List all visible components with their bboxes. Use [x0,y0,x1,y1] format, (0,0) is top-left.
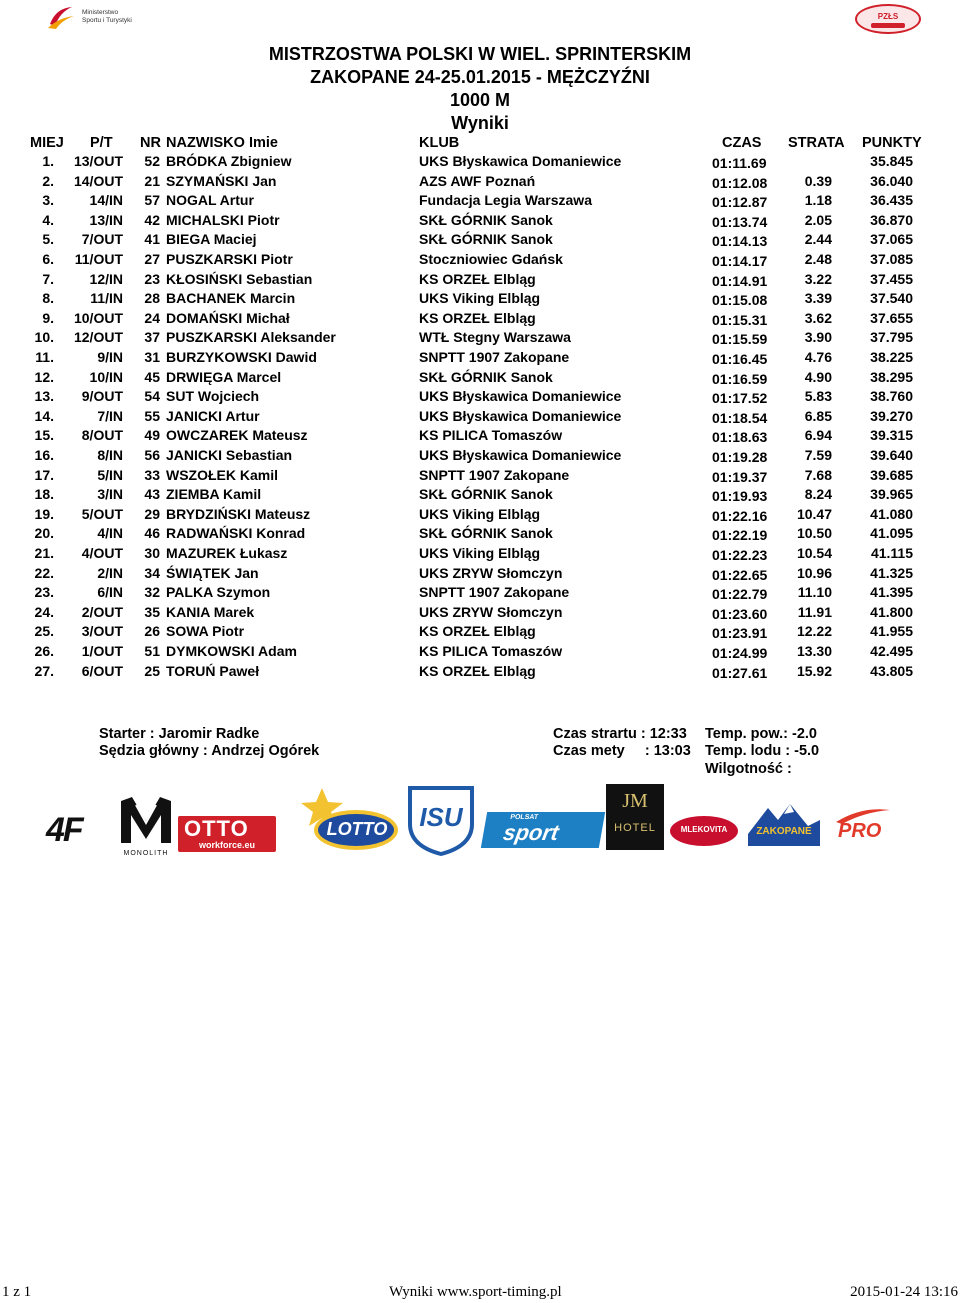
result-number: 49 [144,427,160,444]
result-pair: 10/IN [89,368,123,385]
result-time: 01:23.91 [712,625,768,642]
ministry-logo-text: Ministerstwo Sportu i Turystyki [82,9,132,24]
table-row [0,486,960,506]
zakopane-mountains-icon [748,800,820,846]
result-number: 32 [144,584,160,601]
result-name: ZIEMBA Kamil [166,486,262,503]
result-pair: 3/OUT [81,623,123,640]
result-strata: 6.94 [804,427,832,444]
sponsor-polsat-text: POLSAT [509,814,539,821]
result-name: NOGAL Artur [166,192,254,209]
table-row [0,623,960,643]
table-row [0,290,960,310]
result-number: 29 [144,505,160,522]
result-name: OWCZAREK Mateusz [166,427,308,444]
result-time: 01:19.93 [712,488,768,505]
result-number: 37 [144,329,160,346]
result-pair: 12/OUT [73,329,123,346]
result-pair: 9/IN [97,349,123,365]
table-row [0,663,960,683]
result-club: UKS Viking Elbląg [419,290,541,307]
result-time: 01:14.91 [712,272,768,289]
table-row [0,427,960,447]
result-name: MAZUREK Łukasz [166,545,288,561]
result-place: 9. [42,309,54,326]
title-championship: MISTRZOSTWA POLSKI W WIEL. SPRINTERSKIM [268,44,692,64]
table-row [0,173,960,193]
result-strata: 8.24 [804,486,832,503]
table-row [0,251,960,271]
result-time: 01:14.17 [712,253,768,269]
result-number: 26 [144,623,160,640]
result-place: 4. [42,211,54,228]
starter-label: Starter : Jaromir Radke [99,726,260,742]
table-row [0,643,960,663]
result-club: KS ORZEŁ Elbląg [419,623,536,640]
result-points: 41.395 [870,584,913,601]
monolith-m-icon [118,793,174,845]
ice-temperature: Temp. lodu : -5.0 [705,743,820,759]
result-strata: 11.91 [797,603,832,620]
result-points: 35.845 [870,153,913,169]
result-place: 8. [42,290,54,307]
result-club: UKS Błyskawica Domaniewice [419,407,622,424]
result-points: 38.760 [870,388,913,405]
result-name: DRWIĘGA Marcel [166,368,282,385]
result-club: UKS ZRYW Słomczyn [419,603,563,620]
result-strata: 3.90 [804,329,832,346]
result-name: BACHANEK Marcin [166,290,296,307]
result-points: 43.805 [870,662,913,679]
sponsor-mlekovita-logo [668,814,740,848]
result-number: 35 [144,603,160,620]
result-club: KS PILICA Tomaszów [419,427,563,444]
result-name: BURZYKOWSKI Dawid [166,349,317,365]
result-club: SNPTT 1907 Zakopane [419,466,570,483]
result-strata: 7.59 [804,447,832,463]
result-club: SKŁ GÓRNIK Sanok [419,486,553,503]
result-pair: 2/IN [97,564,123,581]
result-points: 39.315 [870,427,913,444]
result-pair: 3/IN [97,486,123,503]
result-points: 42.495 [870,643,913,659]
table-row [0,545,960,565]
result-name: SOWA Piotr [166,623,245,640]
result-time: 01:14.13 [712,233,768,250]
sponsor-jm-text: JM [622,790,648,812]
result-club: SKŁ GÓRNIK Sanok [419,211,553,228]
result-number: 42 [144,211,160,228]
result-club: AZS AWF Poznań [419,172,536,189]
result-club: KS ORZEŁ Elbląg [419,270,536,287]
header-club: KLUB [419,135,460,151]
sponsor-lotto-logo [300,786,400,854]
result-strata: 7.68 [804,466,832,483]
header-strata: STRATA [788,135,845,151]
result-points: 38.225 [870,349,913,365]
result-points: 41.080 [870,505,913,522]
result-time: 01:16.59 [712,370,768,387]
result-number: 23 [144,270,160,287]
result-points: 37.540 [870,290,913,307]
result-number: 56 [144,447,160,463]
result-club: KS PILICA Tomaszów [419,643,563,659]
result-name: WSZOŁEK Kamil [166,466,279,483]
result-number: 30 [144,545,160,561]
result-number: 55 [144,407,160,424]
result-pair: 6/IN [97,584,123,601]
result-strata: 1.18 [804,192,832,209]
result-points: 37.455 [870,270,913,287]
result-club: UKS ZRYW Słomczyn [419,564,563,581]
sponsor-pro-luge-logo [832,806,894,850]
result-points: 37.655 [870,309,913,326]
result-points: 37.795 [870,329,913,346]
result-time: 01:15.59 [712,331,768,348]
result-pair: 9/OUT [81,388,123,405]
result-name: PALKA Szymon [166,584,271,601]
result-name: SZYMAŃSKI Jan [166,172,277,189]
sponsor-mlekovita-text: MLEKOVITA [680,825,728,834]
table-row [0,604,960,624]
result-pair: 11/OUT [74,251,123,267]
result-pair: 11/IN [90,290,123,307]
result-points: 41.325 [870,564,913,581]
result-points: 39.685 [870,466,913,483]
result-name: MICHALSKI Piotr [166,211,280,228]
result-strata: 10.47 [796,505,832,522]
result-name: KŁOSIŃSKI Sebastian [166,270,313,287]
result-place: 22. [34,564,54,581]
result-name: JANICKI Artur [166,407,260,424]
result-number: 57 [144,192,160,209]
result-number: 28 [144,290,160,307]
result-number: 52 [144,153,160,169]
result-place: 21. [34,545,54,561]
result-club: KS ORZEŁ Elbląg [419,309,536,326]
result-place: 15. [34,427,54,444]
result-place: 11. [35,349,54,365]
title-distance: 1000 M [449,90,511,110]
title-results: Wyniki [451,113,509,133]
sponsor-zakopane-text: ZAKOPANE [756,826,812,837]
result-pair: 7/IN [97,407,123,424]
result-club: UKS Błyskawica Domaniewice [419,388,622,405]
result-strata: 2.44 [804,231,832,248]
table-row [0,231,960,251]
result-time: 01:27.61 [712,664,768,681]
result-club: Fundacja Legia Warszawa [419,192,592,209]
header-pair: P/T [90,135,113,151]
footer-source: Wyniki www.sport-timing.pl [389,1284,562,1300]
table-row [0,369,960,389]
result-club: Stoczniowiec Gdańsk [419,251,563,267]
air-temperature: Temp. pow.: -2.0 [705,726,817,742]
table-row [0,447,960,467]
result-points: 39.965 [870,486,913,503]
result-club: SNPTT 1907 Zakopane [419,584,570,601]
result-strata: 2.48 [804,251,832,267]
result-strata: 10.96 [796,564,832,581]
result-club: SKŁ GÓRNIK Sanok [419,231,553,248]
result-club: SNPTT 1907 Zakopane [419,349,570,365]
result-place: 2. [42,172,54,189]
result-time: 01:24.99 [712,645,768,661]
result-time: 01:22.23 [712,547,768,563]
result-pair: 6/OUT [81,662,123,679]
result-points: 39.270 [870,407,913,424]
result-name: BRÓDKA Zbigniew [166,153,292,169]
table-row [0,349,960,369]
pzls-logo-text: PZŁS [877,12,899,21]
footer-page: 1 z 1 [2,1284,32,1300]
result-place: 7. [42,270,54,287]
result-strata: 3.22 [804,270,832,287]
sponsor-lotto-text: LOTTO [326,819,388,839]
sponsor-sport-text: sport [501,820,561,845]
header-place: MIEJ [30,135,64,151]
result-place: 1. [42,153,54,169]
result-place: 17. [34,466,54,483]
result-points: 39.640 [870,447,913,463]
table-row [0,467,960,487]
sponsor-isu-text: ISU [419,802,463,832]
result-strata: 6.85 [804,407,832,424]
result-place: 13. [34,388,54,405]
result-strata: 2.05 [804,211,832,228]
result-pair: 8/OUT [81,427,123,444]
sponsor-monolith-logo [118,793,174,857]
result-club: KS ORZEŁ Elbląg [419,662,536,679]
result-time: 01:18.63 [712,429,768,446]
result-time: 01:22.19 [712,527,768,544]
result-time: 01:15.31 [712,311,768,328]
result-pair: 4/IN [97,525,123,542]
sponsor-hotel-text: HOTEL [614,822,656,834]
header-nr: NR [140,135,161,151]
result-time: 01:15.08 [712,292,768,309]
table-row [0,525,960,545]
result-points: 41.955 [870,623,913,640]
result-name: JANICKI Sebastian [166,447,293,463]
result-place: 23. [34,584,54,601]
result-name: BIEGA Maciej [166,231,257,248]
result-name: SUT Wojciech [166,388,260,405]
sponsor-otto-logo [178,816,276,852]
sponsor-isu-logo [406,784,476,856]
sponsor-jm-hotel-logo [606,784,664,850]
table-row [0,584,960,604]
ministry-swoosh-icon [46,4,76,30]
result-place: 19. [34,505,54,522]
result-points: 41.115 [870,545,913,561]
table-row [0,388,960,408]
sponsor-polsat-sport-logo [481,812,605,848]
result-time: 01:18.54 [712,409,768,426]
result-number: 31 [144,349,160,365]
result-pair: 1/OUT [81,643,123,659]
result-time: 01:22.65 [712,566,768,583]
result-place: 26. [34,643,54,659]
finish-time: Czas mety : 13:03 [553,743,691,759]
result-time: 01:11.69 [712,155,767,171]
result-points: 37.085 [870,251,913,267]
footer-datetime: 2015-01-24 13:16 [850,1284,958,1300]
result-time: 01:17.52 [712,390,768,407]
result-club: UKS Viking Elbląg [419,505,541,522]
pzls-logo [855,4,921,34]
result-place: 20. [34,525,54,542]
result-name: RADWAŃSKI Konrad [166,525,306,542]
result-name: BRYDZIŃSKI Mateusz [166,505,311,522]
result-number: 21 [144,172,160,189]
result-strata: 3.62 [804,309,832,326]
header-name: NAZWISKO Imie [166,135,278,151]
table-row [0,565,960,585]
result-place: 6. [42,251,54,267]
result-club: UKS Błyskawica Domaniewice [419,447,622,463]
result-points: 41.095 [870,525,913,542]
result-place: 18. [34,486,54,503]
result-strata: 5.83 [804,388,832,405]
result-time: 01:22.16 [712,507,768,524]
result-time: 01:16.45 [712,351,768,367]
result-strata: 10.54 [796,545,832,561]
result-pair: 4/OUT [81,545,123,561]
result-time: 01:12.87 [712,194,768,211]
result-number: 43 [144,486,160,503]
result-points: 36.040 [870,172,913,189]
table-row [0,271,960,291]
result-pair: 5/IN [97,466,123,483]
result-name: DOMAŃSKI Michał [166,309,290,326]
table-row [0,212,960,232]
result-place: 27. [34,662,54,679]
result-number: 27 [144,251,160,267]
result-points: 36.435 [870,192,913,209]
result-name: KANIA Marek [166,603,255,620]
table-row [0,506,960,526]
title-location: ZAKOPANE 24-25.01.2015 - MĘŻCZYŹNI [310,67,650,87]
result-pair: 7/OUT [81,231,123,248]
table-row [0,408,960,428]
result-strata: 11.10 [797,584,832,601]
header-time: CZAS [722,135,762,151]
result-number: 34 [144,564,160,581]
result-points: 37.065 [870,231,913,248]
result-club: UKS Błyskawica Domaniewice [419,153,622,169]
result-pair: 14/OUT [73,172,123,189]
result-place: 5. [42,231,54,248]
result-pair: 10/OUT [73,309,123,326]
table-row [0,310,960,330]
result-pair: 12/IN [89,270,123,287]
result-pair: 5/OUT [81,505,123,522]
result-strata: 13.30 [796,643,832,659]
humidity: Wilgotność : [705,761,792,777]
result-club: SKŁ GÓRNIK Sanok [419,525,553,542]
header-points: PUNKTY [862,135,922,151]
result-club: SKŁ GÓRNIK Sanok [419,368,553,385]
result-time: 01:19.28 [712,449,768,465]
sponsor-otto-text: OTTO [184,816,249,841]
result-number: 41 [144,231,160,248]
start-time: Czas strartu : 12:33 [553,726,687,742]
result-pair: 13/IN [89,211,123,228]
sponsor-pro-text: PRO [838,820,882,842]
result-pair: 13/OUT [73,153,123,169]
result-place: 10. [34,329,54,346]
result-strata: 0.39 [804,172,832,189]
referee-label: Sędzia główny : Andrzej Ogórek [99,743,320,759]
result-time: 01:12.08 [712,174,768,191]
result-strata: 3.39 [804,290,832,307]
result-strata: 15.92 [796,662,832,679]
result-name: ŚWIĄTEK Jan [166,564,259,581]
table-row [0,329,960,349]
result-number: 25 [144,662,160,679]
result-points: 36.870 [870,211,913,228]
result-name: PUSZKARSKI Aleksander [166,329,336,346]
result-number: 54 [144,388,160,405]
result-number: 24 [144,309,160,326]
result-points: 38.295 [870,368,913,385]
table-row [0,192,960,212]
result-strata: 4.76 [804,349,832,365]
result-points: 41.800 [870,603,913,620]
result-number: 45 [144,368,160,385]
sponsor-monolith-text: MONOLITH [123,850,169,857]
result-strata: 12.22 [796,623,832,640]
sponsor-zakopane-logo [748,800,820,846]
result-time: 01:22.79 [712,586,768,603]
result-place: 24. [34,603,54,620]
result-pair: 8/IN [97,447,123,463]
result-time: 01:19.37 [712,468,768,485]
result-name: DYMKOWSKI Adam [166,643,297,659]
result-time: 01:23.60 [712,605,768,622]
result-place: 25. [34,623,54,640]
sponsor-4f-logo [46,810,110,850]
result-number: 33 [144,466,160,483]
result-number: 46 [144,525,160,542]
result-pair: 2/OUT [81,603,123,620]
result-name: TORUŃ Paweł [166,662,260,679]
sponsor-otto-subtext: workforce.eu [198,840,256,850]
table-row [0,153,960,173]
result-place: 16. [34,447,54,463]
result-place: 12. [34,368,54,385]
result-strata: 10.50 [796,525,832,542]
result-place: 14. [34,407,54,424]
result-place: 3. [42,192,54,209]
ministry-logo [46,4,146,30]
result-club: UKS Viking Elbląg [419,545,541,561]
result-pair: 14/IN [89,192,123,209]
result-strata: 4.90 [804,368,832,385]
result-club: WTŁ Stegny Warszawa [419,329,571,346]
result-number: 51 [144,643,160,659]
sponsor-4f-text: 4F [46,811,82,849]
result-name: PUSZKARSKI Piotr [166,251,293,267]
result-time: 01:13.74 [712,213,768,230]
